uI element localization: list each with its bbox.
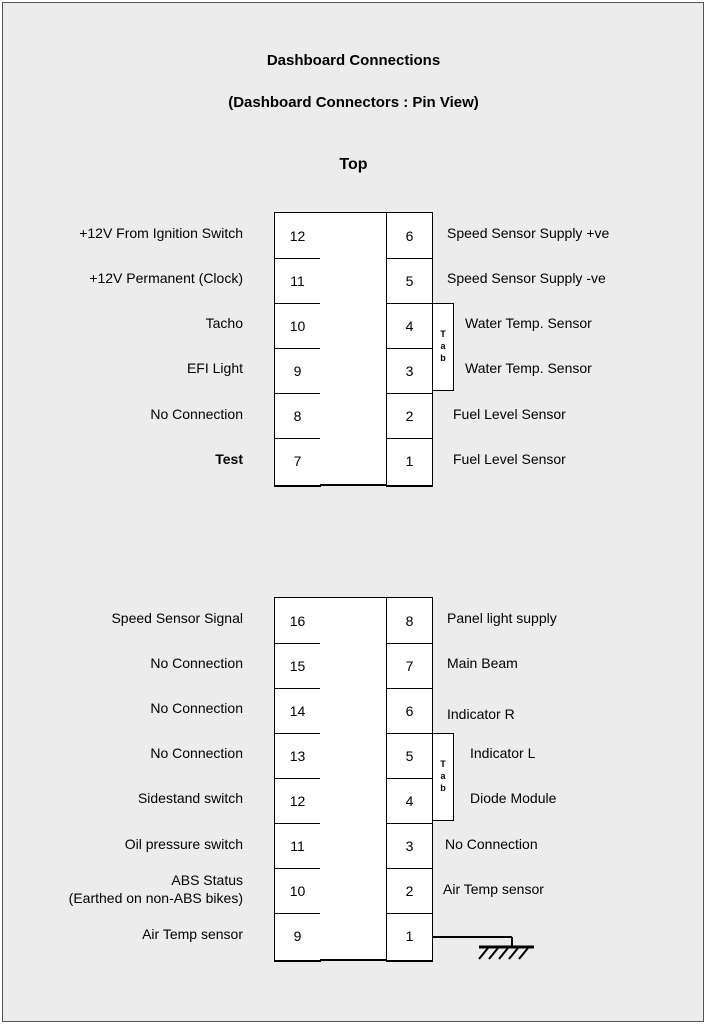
connector-1-pin: 12 <box>289 227 306 244</box>
pin-label: Indicator L <box>470 745 536 761</box>
connector-2-pin: 4 <box>387 778 432 823</box>
connector-1-left-column <box>274 212 321 487</box>
pin-label: Indicator R <box>447 706 515 722</box>
pin-label: Fuel Level Sensor <box>453 406 566 422</box>
connector-1-pin: 5 <box>387 258 432 303</box>
orientation-label: Top <box>339 156 368 173</box>
ground-hatch <box>499 948 508 959</box>
connector-2-right-column <box>386 597 433 962</box>
tab-letter: b <box>440 783 446 793</box>
connector-1-pin: 11 <box>275 258 320 303</box>
pin-label: No Connection <box>150 745 243 761</box>
connector-2-pin: 13 <box>275 733 320 778</box>
connector-1-pin: 7 <box>275 438 320 483</box>
connector-2-pin: 10 <box>275 868 320 913</box>
pin-label: EFI Light <box>186 360 243 376</box>
pin-label: Panel light supply <box>447 610 557 626</box>
pin-label-note: (Earthed on non-ABS bikes) <box>68 890 243 906</box>
ground-icon <box>432 928 542 964</box>
connector-1-pin: 3 <box>387 348 432 393</box>
pin-label: Speed Sensor Signal <box>111 610 243 626</box>
pin-label: No Connection <box>150 655 243 671</box>
ground-hatch <box>489 948 498 959</box>
tab-letter: T <box>440 759 446 769</box>
connector-1-body <box>320 212 386 486</box>
tab-letter: a <box>440 771 446 781</box>
connector-2-pin: 8 <box>405 612 414 629</box>
pin-label: Water Temp. Sensor <box>465 360 592 376</box>
ground-hatch <box>479 948 488 959</box>
pin-label: Main Beam <box>447 655 518 671</box>
tab-letter: a <box>440 341 446 351</box>
pin-label: No Connection <box>445 836 538 852</box>
pin-label: +12V Permanent (Clock) <box>89 270 243 286</box>
pin-label: +12V From Ignition Switch <box>79 225 243 241</box>
connector-1-pin: 4 <box>387 303 432 348</box>
pin-label: Speed Sensor Supply -ve <box>447 270 606 286</box>
connector-2-pin: 3 <box>387 823 432 868</box>
pin-label: Test <box>215 451 243 467</box>
pin-label: Diode Module <box>470 790 557 806</box>
tab-letter: b <box>440 353 446 363</box>
connector-1-pin: 6 <box>405 227 414 244</box>
connector-2-pin: 12 <box>275 778 320 823</box>
connector-2-pin: 15 <box>275 643 320 688</box>
connector-1-pin: 2 <box>387 393 432 438</box>
pin-label: Water Temp. Sensor <box>465 315 592 331</box>
pin-label: Air Temp sensor <box>443 881 544 897</box>
connector-2-pin: 1 <box>387 913 432 958</box>
pin-label: Oil pressure switch <box>124 836 243 852</box>
diagram-title: Dashboard Connections <box>266 52 441 69</box>
pin-label: Air Temp sensor <box>142 926 243 942</box>
connector-1-right-column <box>386 212 433 487</box>
ground-hatch <box>519 948 528 959</box>
diagram-subtitle: (Dashboard Connectors : Pin View) <box>228 94 479 111</box>
pin-label: Speed Sensor Supply +ve <box>447 225 610 241</box>
connector-2-pin: 9 <box>275 913 320 958</box>
connector-1-pin: 1 <box>387 438 432 483</box>
connector-1-pin: 10 <box>275 303 320 348</box>
pin-label: Tacho <box>205 315 243 331</box>
connector-2-pin: 7 <box>387 643 432 688</box>
pin-label: ABS Status <box>171 872 243 888</box>
ground-hatch <box>509 948 518 959</box>
tab-letter: T <box>440 329 446 339</box>
connector-1-pin: 8 <box>275 393 320 438</box>
connector-2-tab <box>432 733 454 821</box>
connector-2-body <box>320 597 386 961</box>
connector-2-pin: 6 <box>387 688 432 733</box>
pin-label: No Connection <box>150 700 243 716</box>
connector-1-tab <box>432 303 454 391</box>
connector-1-pin: 9 <box>275 348 320 393</box>
connector-2-pin: 2 <box>387 868 432 913</box>
connector-2-pin: 5 <box>387 733 432 778</box>
connector-2-pin: 14 <box>275 688 320 733</box>
connector-2-pin: 11 <box>275 823 320 868</box>
pin-label: Sidestand switch <box>137 790 243 806</box>
pin-label: Fuel Level Sensor <box>453 451 566 467</box>
connector-2-left-column <box>274 597 321 962</box>
connector-2-pin: 16 <box>289 612 306 629</box>
pin-label: No Connection <box>150 406 243 422</box>
